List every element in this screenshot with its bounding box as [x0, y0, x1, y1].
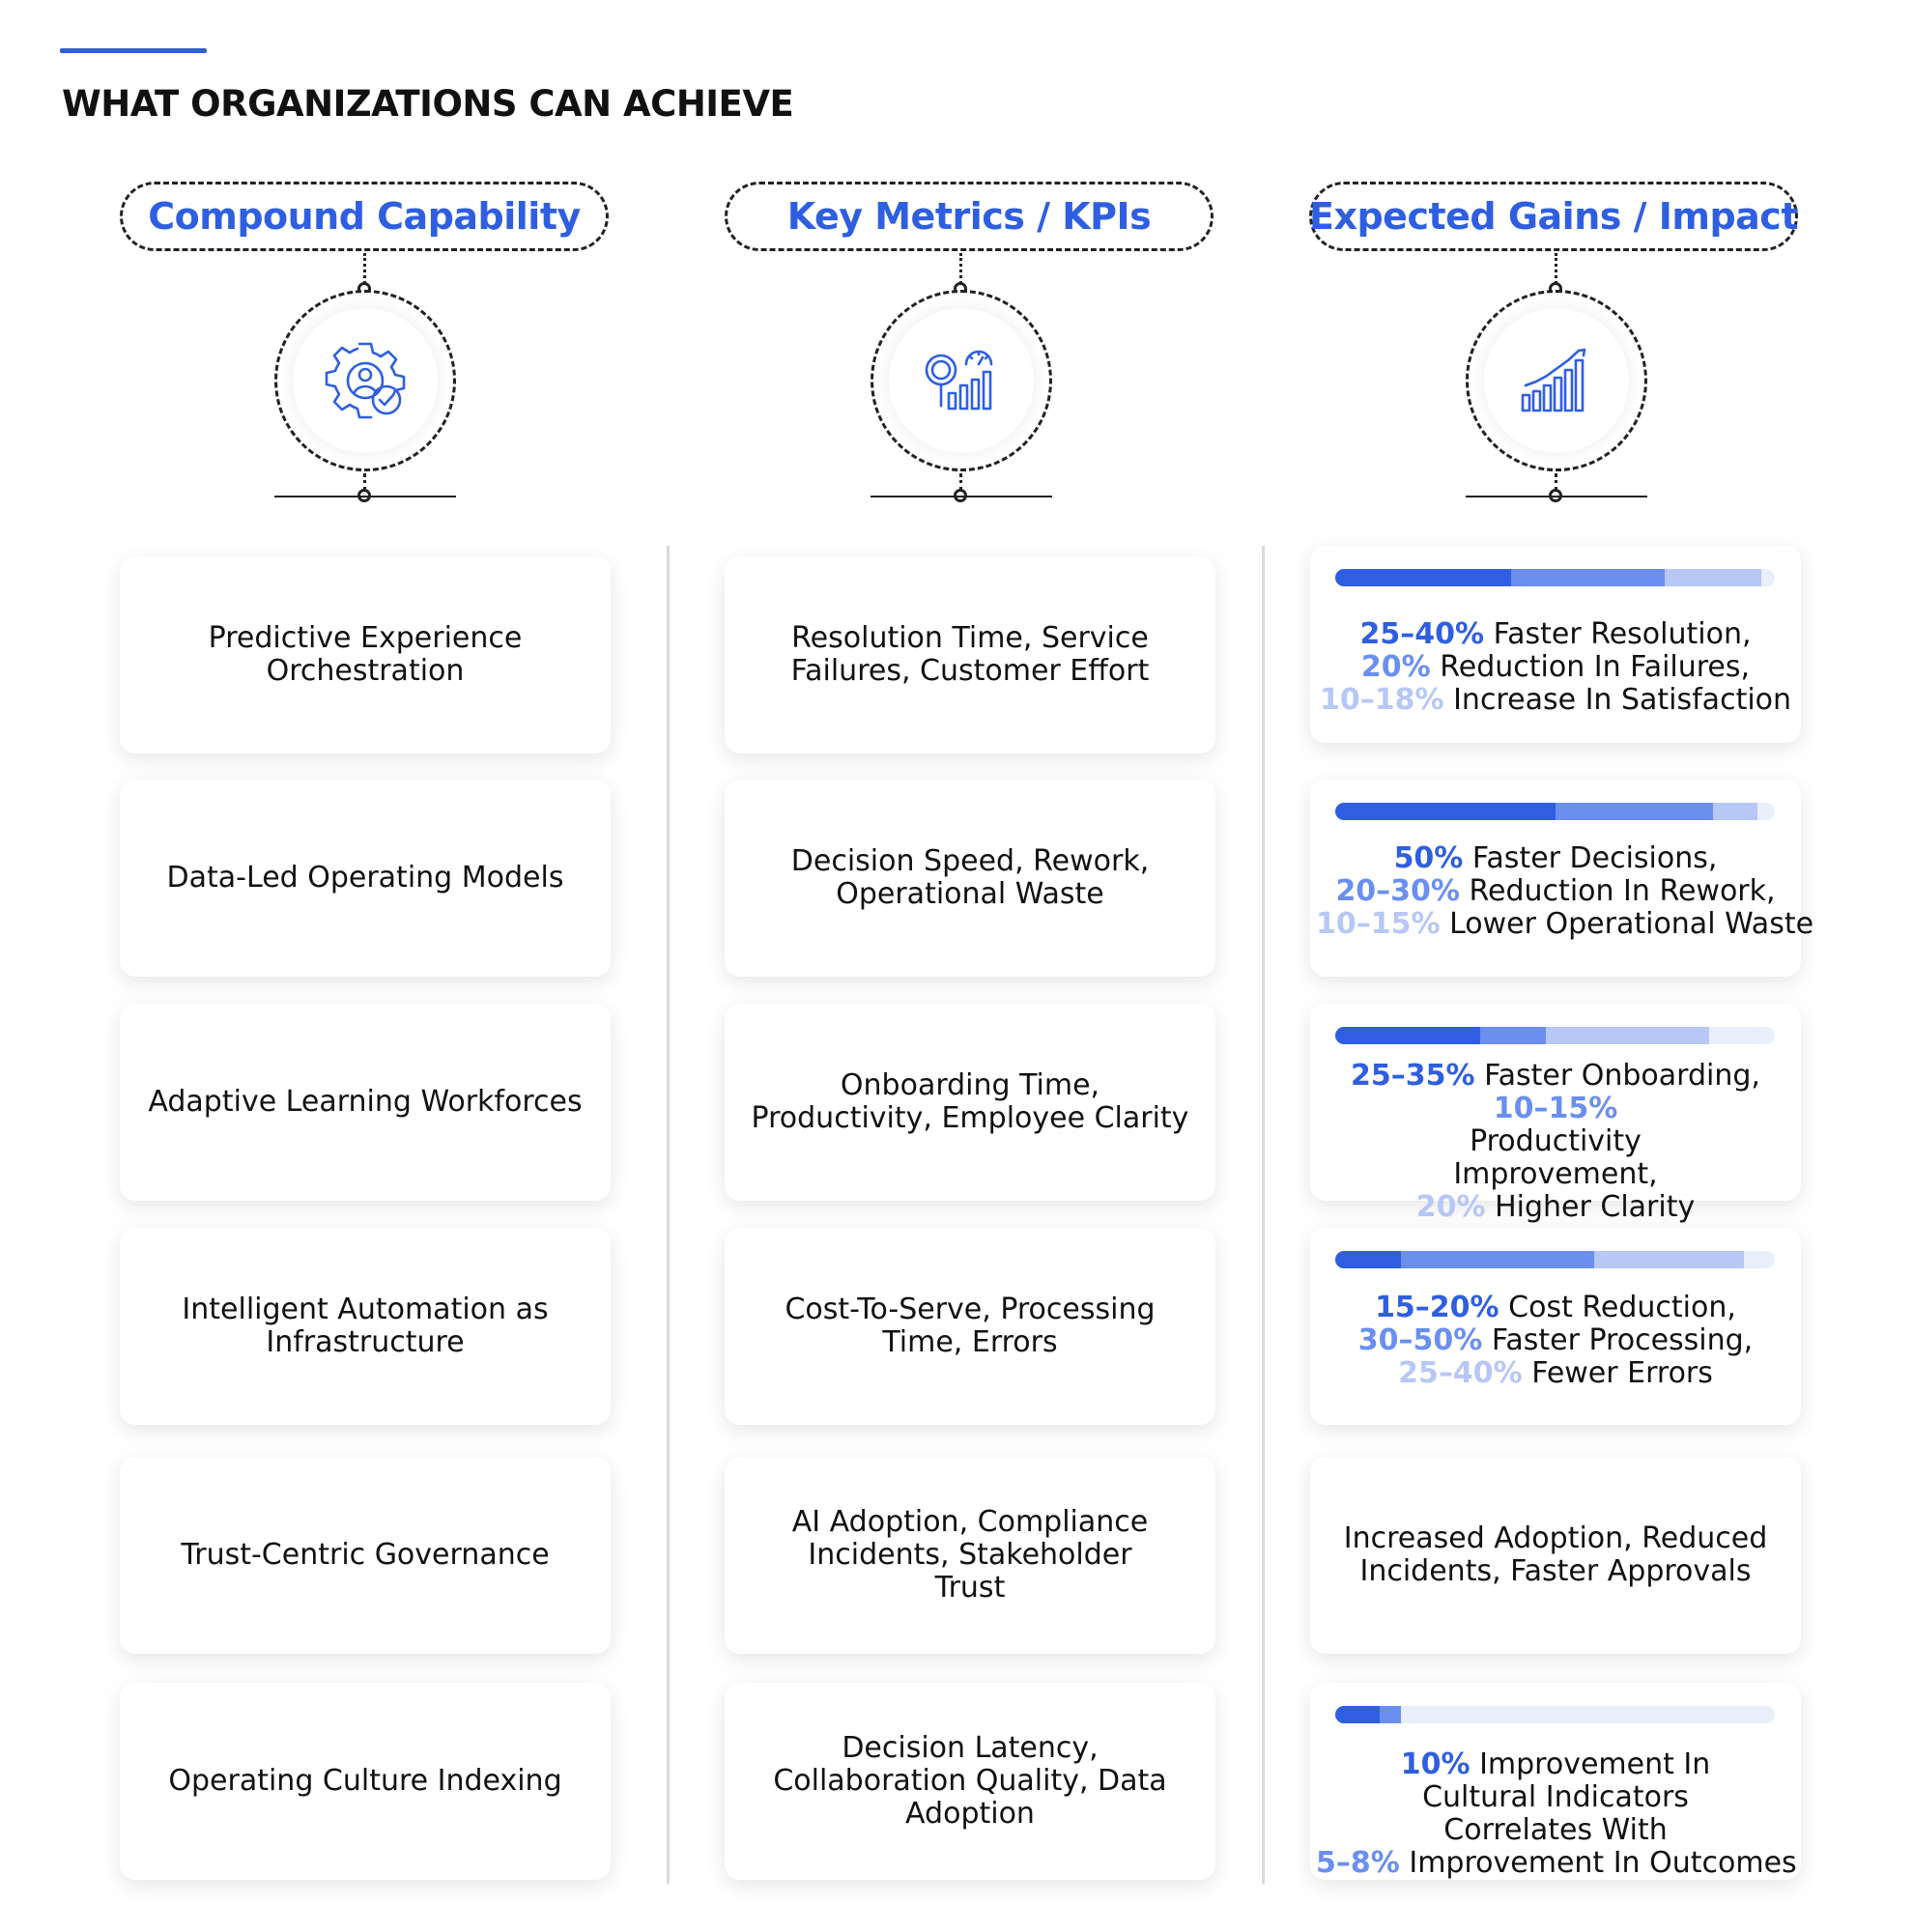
- gain-bar-segment: [1665, 569, 1761, 586]
- gain-bar-segment: [1380, 1706, 1402, 1723]
- gain-text: Higher Clarity: [1495, 1190, 1696, 1224]
- capability-card: Trust-Centric Governance: [120, 1457, 611, 1654]
- base-line: [871, 496, 1052, 497]
- gain-text: Faster Decisions,: [1471, 841, 1718, 875]
- metrics-card: Onboarding Time, Productivity, Employee Clarity: [725, 1004, 1215, 1201]
- gain-bar-segment: [1401, 1251, 1594, 1268]
- gain-text: Fewer Errors: [1531, 1356, 1713, 1390]
- gain-bar-segment: [1335, 803, 1556, 820]
- gain-progress-bar: [1335, 1251, 1775, 1268]
- gain-bar-segment: [1546, 1027, 1708, 1044]
- gain-value: 25–35%: [1351, 1059, 1475, 1093]
- gain-value: 20%: [1415, 1190, 1486, 1224]
- gain-value: 50%: [1393, 841, 1464, 875]
- gain-bar-segment: [1594, 1251, 1744, 1268]
- gain-value: 20–30%: [1335, 874, 1460, 908]
- gain-text: Lower Operational Waste: [1449, 907, 1814, 941]
- gain-text: Improvement In Cultural Indicators Correlates With: [1422, 1747, 1711, 1847]
- gain-bar-segment: [1511, 569, 1665, 586]
- metrics-card: AI Adoption, Compliance Incidents, Stakeholder Trust: [725, 1457, 1215, 1654]
- gain-progress-bar: [1335, 1027, 1775, 1044]
- header-connector: [1555, 253, 1557, 284]
- column-header-capability: Compound Capability: [120, 182, 609, 251]
- icon-ring: [1466, 290, 1647, 471]
- title-accent-line: [60, 48, 207, 53]
- gains-card: [1310, 546, 1801, 743]
- gain-bar-segment: [1335, 1251, 1401, 1268]
- metrics-card: Decision Latency, Collaboration Quality, Data Adoption: [725, 1683, 1215, 1880]
- gain-bar-segment: [1335, 1706, 1380, 1723]
- gain-value: 25–40%: [1398, 1356, 1523, 1390]
- header-connector: [959, 253, 962, 284]
- gear-user-check-icon: [323, 338, 408, 423]
- capability-card: Predictive Experience Orchestration: [120, 556, 611, 753]
- gains-card: [1310, 1004, 1801, 1224]
- gain-text: Reduction In Failures,: [1440, 650, 1751, 684]
- gain-text: Increase In Satisfaction: [1453, 683, 1792, 717]
- gains-card: [1310, 1683, 1801, 1880]
- gain-value: 25–40%: [1359, 617, 1485, 651]
- icon-ring: [871, 290, 1052, 471]
- gain-bar-segment: [1335, 1027, 1480, 1044]
- capability-card: Data-Led Operating Models: [120, 780, 611, 977]
- gain-text: Improvement In Outcomes: [1409, 1846, 1797, 1880]
- capability-card: Adaptive Learning Workforces: [120, 1004, 611, 1201]
- gain-value: 20%: [1360, 650, 1431, 684]
- gain-progress-bar: [1335, 1706, 1775, 1723]
- gains-card: Increased Adoption, Reduced Incidents, Faster Approvals: [1310, 1457, 1801, 1654]
- page-title: WHAT ORGANIZATIONS CAN ACHIEVE: [62, 83, 794, 125]
- column-divider: [1262, 546, 1265, 1884]
- rising-bar-chart-icon: [1515, 339, 1598, 422]
- gain-bar-segment: [1480, 1027, 1546, 1044]
- gain-value: 5–8%: [1316, 1846, 1400, 1880]
- gain-progress-bar: [1335, 803, 1775, 820]
- gain-text: Cost Reduction,: [1508, 1291, 1736, 1324]
- capability-card: Operating Culture Indexing: [120, 1683, 611, 1880]
- magnifier-gauge-bars-icon: [918, 337, 1005, 424]
- column-divider: [667, 546, 670, 1884]
- gain-value: 15–20%: [1375, 1291, 1499, 1324]
- metrics-card: Resolution Time, Service Failures, Customer Effort: [725, 556, 1215, 753]
- gain-value: 10%: [1400, 1747, 1470, 1781]
- base-line: [274, 496, 456, 497]
- gain-value: 10–15%: [1316, 907, 1441, 941]
- gain-text: Faster Onboarding,: [1484, 1059, 1760, 1093]
- gain-progress-bar: [1335, 569, 1775, 586]
- header-connector: [363, 253, 366, 284]
- base-line: [1466, 496, 1647, 497]
- column-header-metrics: Key Metrics / KPIs: [725, 182, 1213, 251]
- metrics-card: Decision Speed, Rework, Operational Waste: [725, 780, 1215, 977]
- gains-card: [1310, 780, 1814, 977]
- gain-text: Reduction In Rework,: [1469, 874, 1776, 908]
- gain-text: Faster Processing,: [1491, 1323, 1754, 1357]
- icon-ring: [274, 290, 456, 471]
- gain-text: Faster Resolution,: [1493, 617, 1752, 651]
- gains-card: [1310, 1228, 1801, 1425]
- gain-value: 30–50%: [1357, 1323, 1483, 1357]
- gain-value: 10–18%: [1319, 683, 1444, 717]
- gain-value: 10–15%: [1493, 1092, 1618, 1125]
- capability-card: Intelligent Automation as Infrastructure: [120, 1228, 611, 1425]
- metrics-card: Cost-To-Serve, Processing Time, Errors: [725, 1228, 1215, 1425]
- gain-bar-segment: [1713, 803, 1757, 820]
- column-header-gains: Expected Gains / Impact: [1309, 182, 1798, 251]
- gain-bar-segment: [1556, 803, 1714, 820]
- gain-text: Productivity Improvement,: [1453, 1124, 1658, 1191]
- gain-bar-segment: [1335, 569, 1511, 586]
